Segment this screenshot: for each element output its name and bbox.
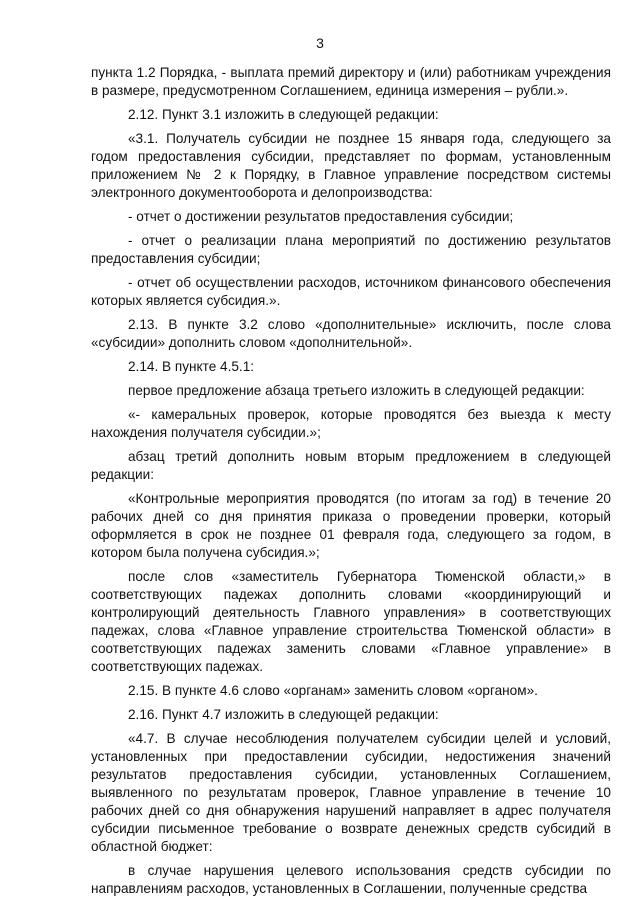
page-number: 3 xyxy=(316,35,324,51)
paragraph: 2.13. В пункте 3.2 слово «дополнительные» исключить, после слова «субсидии» дополнить словом «дополнительной». xyxy=(91,317,611,350)
paragraph: «4.7. В случае несоблюдения получателем субсидии целей и условий, установленных при предоставлении субсидии, недостижения значений результатов предоставления субсидии, установленных Соглашением, выявленного по результатам проверок, Главное управление в течение 10 рабочих дней со дня обнаружения нарушений направляет в адрес получателя субсидии письменное требование о возврате денежных средств субсидий в областной бюджет: xyxy=(91,731,611,854)
paragraph: 2.14. В пункте 4.5.1: xyxy=(128,359,255,374)
paragraph: 2.12. Пункт 3.1 изложить в следующей редакции: xyxy=(128,107,439,122)
paragraph: в случае нарушения целевого использования средств субсидии по направлениям расходов, установленных в Соглашении, полученные средства xyxy=(91,863,611,896)
paragraph: - отчет о реализации плана мероприятий по достижению результатов предоставления субсидии; xyxy=(91,233,611,266)
paragraph: «- камеральных проверок, которые проводятся без выезда к месту нахождения получателя субсидии.»; xyxy=(91,407,611,440)
paragraph: 2.15. В пункте 4.6 слово «органам» заменить словом «органом». xyxy=(128,683,538,698)
paragraph: - отчет об осуществлении расходов, источником финансового обеспечения которых является субсидия.». xyxy=(91,275,611,308)
paragraph: «Контрольные мероприятия проводятся (по итогам за год) в течение 20 рабочих дней со дня принятия приказа о проведении проверки, который оформляется в срок не позднее 01 февраля года, следующего за годом, в котором была получена субсидия.»; xyxy=(91,491,611,560)
paragraph: абзац третий дополнить новым вторым предложением в следующей редакции: xyxy=(91,449,611,482)
paragraph: после слов «заместитель Губернатора Тюменской области,» в соответствующих падежах дополнить словами «координирующий и контролирующий деятельность Главного управления» в соответствующих падежах, слова «Главное управление строительства Тюменской области» в соответствующих падежах заменить словами «Главное управление» в соответствующих падежах. xyxy=(91,569,611,674)
paragraph: - отчет о достижении результатов предоставления субсидии; xyxy=(128,209,514,224)
document-body xyxy=(91,64,611,904)
paragraph: пункта 1.2 Порядка, - выплата премий директору и (или) работникам учреждения в размере, предусмотренном Соглашением, единица измерения – рубли.». xyxy=(91,65,611,98)
paragraph: первое предложение абзаца третьего изложить в следующей редакции: xyxy=(128,383,585,398)
paragraph: «3.1. Получатель субсидии не позднее 15 января года, следующего за годом предоставления субсидии, представляет по формам, установленным приложением № 2 к Порядку, в Главное управление посредством системы электронного документооборота и делопроизводства: xyxy=(91,131,611,200)
paragraph: 2.16. Пункт 4.7 изложить в следующей редакции: xyxy=(128,707,439,722)
